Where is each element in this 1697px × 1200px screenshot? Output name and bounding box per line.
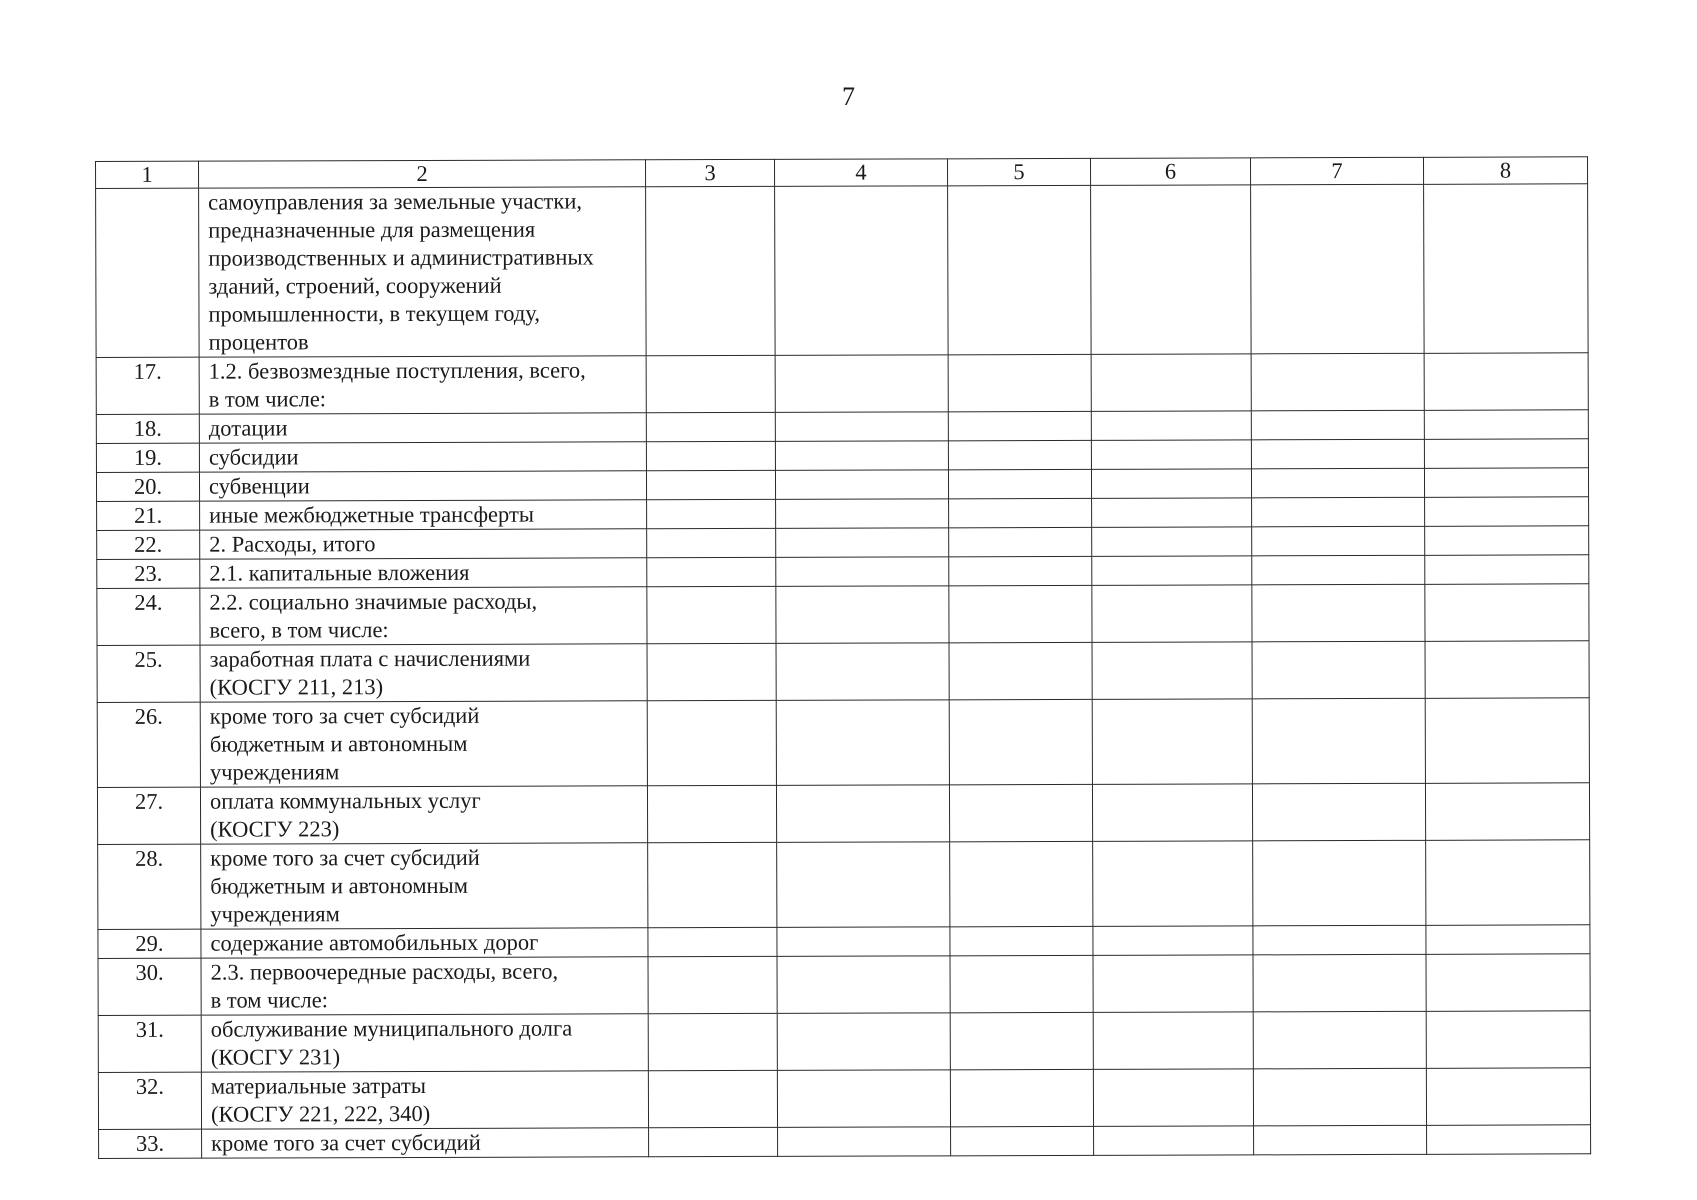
row-label: кроме того за счет субсидий бюджетным и автономным учреждениям xyxy=(200,701,647,787)
column-header: 7 xyxy=(1250,157,1423,185)
value-cell xyxy=(950,1012,1093,1069)
value-cell xyxy=(1092,585,1252,643)
row-label: содержание автомобильных дорог xyxy=(201,928,648,958)
value-cell xyxy=(1424,353,1588,411)
value-cell xyxy=(648,956,777,1013)
value-cell xyxy=(1093,841,1253,927)
row-number: 31. xyxy=(98,1015,201,1072)
value-cell xyxy=(1253,1011,1426,1069)
column-header: 4 xyxy=(774,159,947,187)
row-number: 17. xyxy=(96,357,199,414)
value-cell xyxy=(647,643,776,700)
value-cell xyxy=(1252,641,1425,699)
value-cell xyxy=(775,412,948,442)
row-label: 2. Расходы, итого xyxy=(200,529,647,559)
value-cell xyxy=(949,642,1092,699)
row-label: субвенции xyxy=(199,471,646,501)
value-cell xyxy=(648,1013,777,1070)
row-number: 23. xyxy=(97,559,200,588)
value-cell xyxy=(1091,440,1251,470)
row-number: 26. xyxy=(97,702,200,787)
value-cell xyxy=(775,186,949,356)
row-label: 2.1. капитальные вложения xyxy=(200,558,647,588)
table-row xyxy=(96,468,1588,502)
table-row xyxy=(97,783,1589,845)
value-cell xyxy=(646,441,775,470)
value-cell xyxy=(1425,584,1589,642)
value-cell xyxy=(647,586,776,643)
row-number: 32. xyxy=(98,1072,201,1129)
table-row xyxy=(98,1068,1590,1130)
row-number: 20. xyxy=(96,472,199,501)
column-header: 5 xyxy=(947,158,1090,185)
row-label: кроме того за счет субсидий бюджетным и автономным учреждениям xyxy=(201,843,648,929)
row-number: 21. xyxy=(97,501,200,530)
table-body xyxy=(96,184,1591,1159)
value-cell xyxy=(1253,954,1426,1012)
value-cell xyxy=(950,841,1093,926)
table-row xyxy=(97,555,1589,589)
value-cell xyxy=(776,785,949,843)
value-cell xyxy=(948,469,1091,498)
value-cell xyxy=(647,499,776,528)
value-cell xyxy=(1424,468,1588,498)
value-cell xyxy=(776,557,949,587)
value-cell xyxy=(1093,1069,1253,1127)
table-row xyxy=(98,840,1590,930)
value-cell xyxy=(949,556,1092,585)
value-cell xyxy=(949,498,1092,527)
value-cell xyxy=(1091,411,1251,441)
value-cell xyxy=(949,784,1092,841)
value-cell xyxy=(775,355,948,413)
value-cell xyxy=(949,585,1092,642)
value-cell xyxy=(1426,925,1590,955)
value-cell xyxy=(1424,184,1589,354)
value-cell xyxy=(950,955,1093,1012)
table-row xyxy=(97,526,1589,560)
value-cell xyxy=(1252,555,1425,585)
value-cell xyxy=(777,1070,950,1128)
row-label: кроме того за счет субсидий xyxy=(202,1128,649,1158)
value-cell xyxy=(1094,1126,1254,1156)
row-number: 28. xyxy=(98,844,201,929)
value-cell xyxy=(1426,954,1590,1012)
row-number: 29. xyxy=(98,929,201,958)
value-cell xyxy=(1251,468,1424,498)
value-cell xyxy=(1426,840,1590,926)
row-label: 2.2. социально значимые расходы, всего, в том числе: xyxy=(200,587,647,645)
value-cell xyxy=(950,926,1093,955)
row-label: материальные затраты (КОСГУ 221, 222, 340) xyxy=(201,1071,648,1129)
value-cell xyxy=(776,499,949,529)
value-cell xyxy=(1251,439,1424,469)
value-cell xyxy=(1252,783,1425,841)
column-header: 6 xyxy=(1090,158,1250,186)
row-number: 33. xyxy=(99,1129,202,1158)
value-cell xyxy=(1252,526,1425,556)
value-cell xyxy=(1091,354,1251,412)
value-cell xyxy=(1425,555,1589,585)
page-number: 7 xyxy=(842,82,855,111)
value-cell xyxy=(1425,497,1589,527)
column-header: 8 xyxy=(1423,157,1587,185)
table-row xyxy=(97,641,1589,703)
value-cell xyxy=(1251,184,1425,354)
value-cell xyxy=(1425,641,1589,699)
row-number xyxy=(96,188,200,357)
value-cell xyxy=(1424,439,1588,469)
value-cell xyxy=(1253,840,1426,926)
value-cell xyxy=(777,842,950,928)
value-cell xyxy=(646,412,775,441)
value-cell xyxy=(647,557,776,586)
value-cell xyxy=(949,699,1092,784)
row-label: дотации xyxy=(199,413,646,443)
value-cell xyxy=(1427,1125,1591,1155)
value-cell xyxy=(648,842,777,927)
value-cell xyxy=(1092,784,1252,842)
row-number: 24. xyxy=(97,588,200,645)
row-label: заработная плата с начислениями (КОСГУ 211, 213) xyxy=(200,644,647,702)
value-cell xyxy=(1253,925,1426,955)
row-label: оплата коммунальных услуг (КОСГУ 223) xyxy=(200,786,647,844)
value-cell xyxy=(648,927,777,956)
value-cell xyxy=(1092,699,1252,785)
row-label: обслуживание муниципального долга (КОСГУ 231) xyxy=(201,1014,648,1072)
table-row xyxy=(96,353,1588,415)
value-cell xyxy=(646,355,775,412)
value-cell xyxy=(776,586,949,644)
value-cell xyxy=(646,470,775,499)
value-cell xyxy=(1425,698,1589,784)
row-number: 19. xyxy=(96,443,199,472)
table-row xyxy=(98,925,1590,959)
row-label: 1.2. безвозмездные поступления, всего, в том числе: xyxy=(199,356,646,414)
value-cell xyxy=(777,927,950,957)
value-cell xyxy=(1092,556,1252,586)
value-cell xyxy=(776,528,949,558)
budget-table xyxy=(95,156,1591,1159)
row-number: 25. xyxy=(97,645,200,702)
value-cell xyxy=(948,354,1091,411)
row-number: 30. xyxy=(98,958,201,1015)
value-cell xyxy=(1425,783,1589,841)
value-cell xyxy=(1426,1068,1590,1126)
row-number: 22. xyxy=(97,530,200,559)
table-row xyxy=(96,410,1588,444)
value-cell xyxy=(948,411,1091,440)
value-cell xyxy=(777,1013,950,1071)
value-cell xyxy=(1254,1125,1427,1155)
value-cell xyxy=(1091,185,1252,355)
value-cell xyxy=(775,441,948,471)
value-cell xyxy=(1425,526,1589,556)
value-cell xyxy=(776,643,949,701)
table-row xyxy=(97,698,1589,788)
value-cell xyxy=(951,1126,1094,1155)
value-cell xyxy=(950,1069,1093,1126)
value-cell xyxy=(948,185,1092,354)
value-cell xyxy=(1093,926,1253,956)
value-cell xyxy=(1091,469,1251,499)
value-cell xyxy=(949,527,1092,556)
table-row xyxy=(98,1011,1590,1073)
value-cell xyxy=(778,1127,951,1157)
value-cell xyxy=(1092,527,1252,557)
value-cell xyxy=(1093,955,1253,1013)
table-row xyxy=(99,1125,1591,1159)
value-cell xyxy=(1426,1011,1590,1069)
table-row xyxy=(97,497,1589,531)
value-cell xyxy=(1252,497,1425,527)
value-cell xyxy=(646,186,776,355)
value-cell xyxy=(1251,410,1424,440)
row-number: 18. xyxy=(96,414,199,443)
table-row xyxy=(98,954,1590,1016)
value-cell xyxy=(775,470,948,500)
value-cell xyxy=(648,1070,777,1127)
column-header: 1 xyxy=(96,161,199,188)
value-cell xyxy=(647,700,776,785)
value-cell xyxy=(1092,498,1252,528)
value-cell xyxy=(948,440,1091,469)
value-cell xyxy=(1092,642,1252,700)
value-cell xyxy=(1252,698,1425,784)
value-cell xyxy=(647,528,776,557)
row-label: самоуправления за земельные участки, предназначенные для размещения производственных и административных зданий, строений, сооружений промышленности, в текущем году, процентов xyxy=(199,187,647,357)
value-cell xyxy=(777,956,950,1014)
value-cell xyxy=(1093,1012,1253,1070)
row-label: 2.3. первоочередные расходы, всего, в том числе: xyxy=(201,957,648,1015)
value-cell xyxy=(647,785,776,842)
row-number: 27. xyxy=(97,787,200,844)
value-cell xyxy=(1424,410,1588,440)
row-label: иные межбюджетные трансферты xyxy=(200,500,647,530)
row-label: субсидии xyxy=(199,442,646,472)
value-cell xyxy=(1251,353,1424,411)
value-cell xyxy=(776,700,949,786)
value-cell xyxy=(1252,584,1425,642)
column-header: 3 xyxy=(645,159,774,186)
table-row xyxy=(96,439,1588,473)
table-row xyxy=(97,584,1589,646)
value-cell xyxy=(1253,1068,1426,1126)
value-cell xyxy=(649,1127,778,1156)
column-header: 2 xyxy=(199,160,646,188)
table-row xyxy=(96,184,1589,358)
